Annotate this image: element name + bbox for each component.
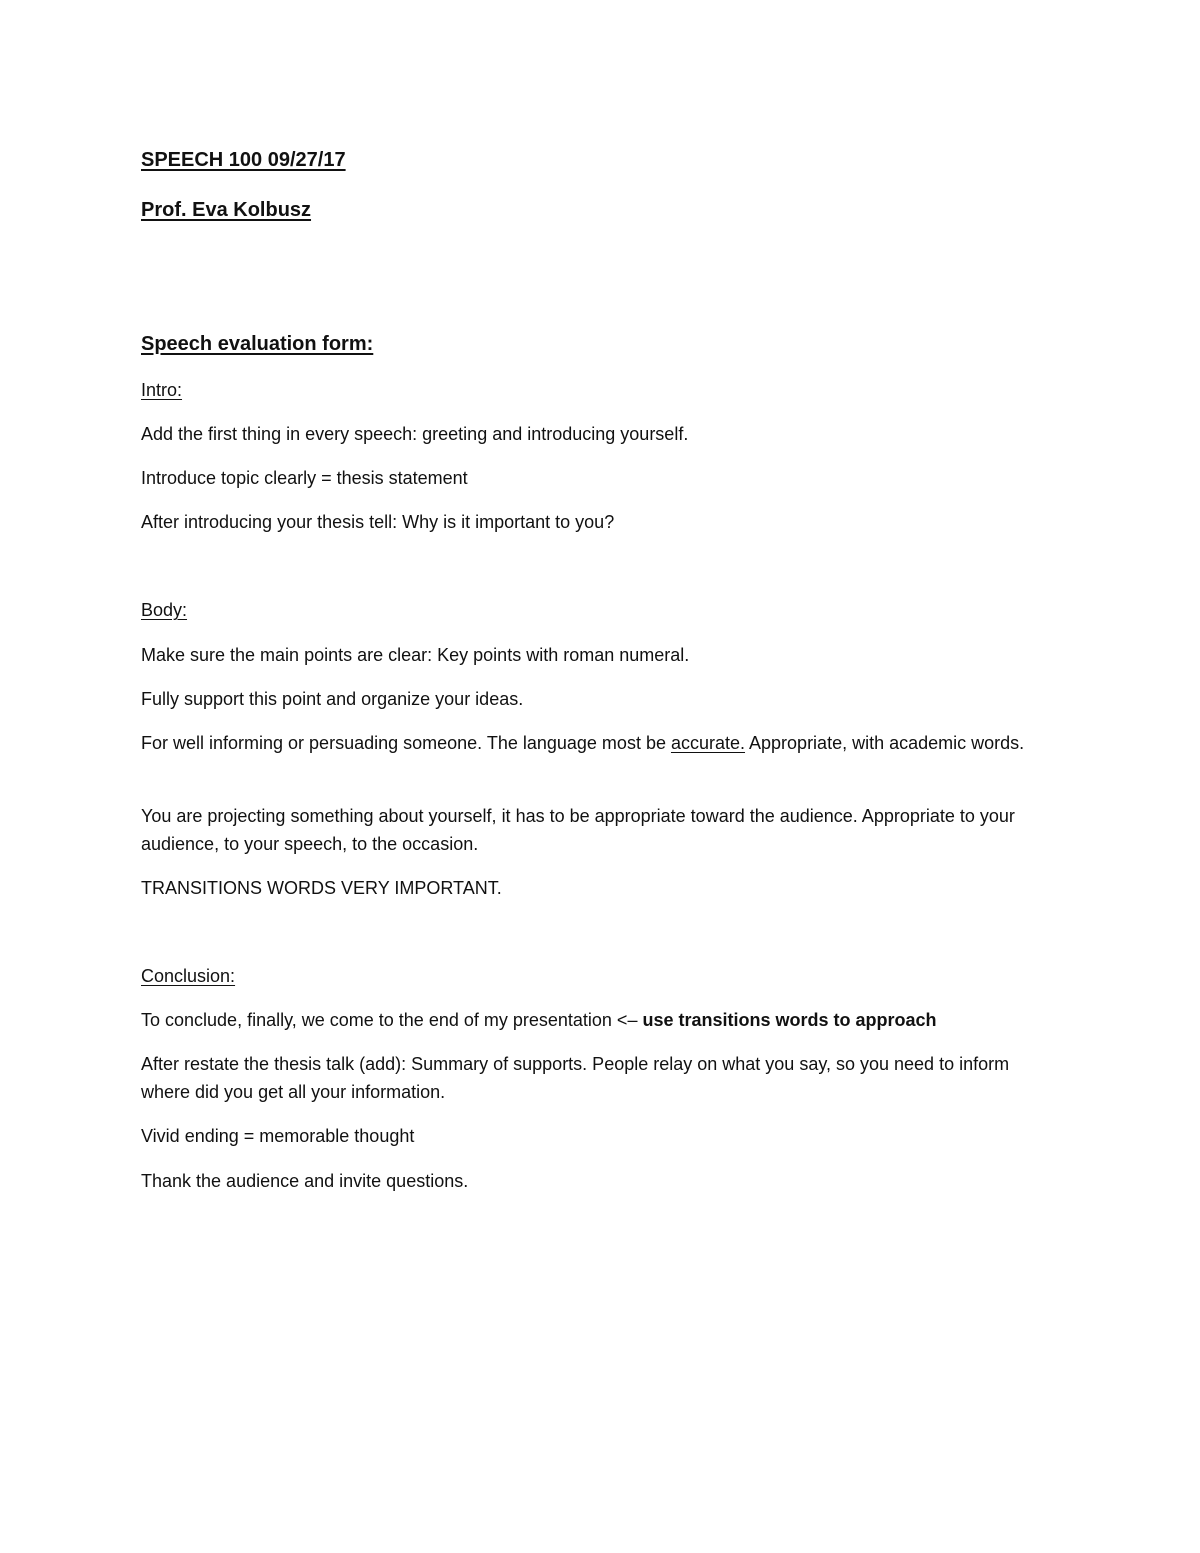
body-heading: Body:: [141, 600, 188, 620]
body-item-2: Fully support this point and organize your ideas.: [141, 689, 524, 709]
conclusion-item-4: Thank the audience and invite questions.: [141, 1171, 469, 1191]
conclusion-heading: Conclusion:: [141, 966, 236, 986]
conclusion-item-1-bold: use transitions words to approach: [642, 1010, 937, 1030]
body-item-5: TRANSITIONS WORDS VERY IMPORTANT.: [141, 878, 502, 898]
body-item-4: You are projecting something about yourself, it has to be appropriate toward the audience. Appropriate to your audience, to your speech, to the occasion.: [141, 806, 1015, 854]
intro-item-1: Add the first thing in every speech: greeting and introducing yourself.: [141, 424, 689, 444]
body-item-3: [141, 729, 1061, 757]
form-title: Speech evaluation form:: [141, 333, 374, 355]
body-item-1: Make sure the main points are clear: Key points with roman numeral.: [141, 645, 690, 665]
body-item-3-tail: Appropriate, with academic words.: [745, 733, 1025, 753]
intro-item-3: After introducing your thesis tell: Why is it important to you?: [141, 512, 615, 532]
intro-heading: Intro:: [141, 380, 183, 400]
conclusion-item-1-text: To conclude, finally, we come to the end of my presentation <–: [141, 1010, 643, 1030]
conclusion-item-1: [141, 1006, 1061, 1034]
body-item-3-text: For well informing or persuading someone. The language most be: [141, 733, 671, 753]
conclusion-item-3: Vivid ending = memorable thought: [141, 1126, 415, 1146]
accurate-emphasis: accurate.: [670, 733, 746, 753]
conclusion-item-2: After restate the thesis talk (add): Summary of supports. People relay on what you say, so you need to inform where did you get all your information.: [141, 1054, 1010, 1102]
professor-name: Prof. Eva Kolbusz: [141, 199, 312, 221]
intro-item-2: Introduce topic clearly = thesis statement: [141, 468, 468, 488]
course-header: SPEECH 100 09/27/17: [141, 149, 346, 171]
